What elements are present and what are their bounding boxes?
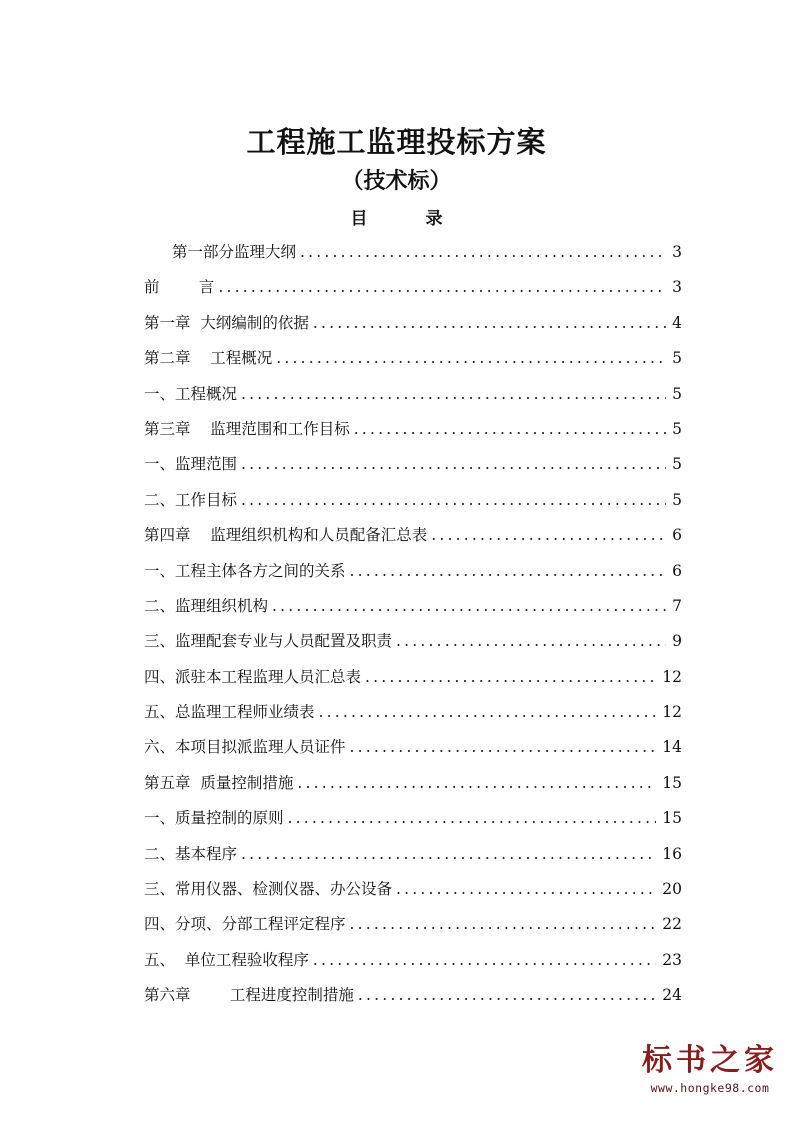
toc-leader-dots bbox=[241, 452, 666, 476]
toc-entry-label: 一、监理范围 bbox=[144, 455, 238, 474]
toc-entry[interactable] bbox=[144, 771, 682, 806]
toc-leader-dots bbox=[241, 488, 666, 512]
toc-entry-page: 22 bbox=[662, 915, 682, 934]
toc-leader-dots bbox=[297, 771, 656, 795]
toc-entry[interactable] bbox=[144, 912, 682, 947]
toc-entry[interactable] bbox=[144, 488, 682, 523]
toc-entry-page: 6 bbox=[672, 561, 682, 580]
toc-entry-label: 六、本项目拟派监理人员证件 bbox=[144, 738, 346, 757]
toc-entry[interactable] bbox=[144, 735, 682, 770]
toc-entry-page: 14 bbox=[662, 738, 682, 757]
toc-entry-label: 第二章 工程概况 bbox=[144, 349, 273, 368]
toc-entry[interactable] bbox=[144, 311, 682, 346]
toc-leader-dots bbox=[350, 912, 657, 936]
toc-entry[interactable] bbox=[144, 594, 682, 629]
toc-leader-dots bbox=[300, 240, 666, 264]
toc-entry-page: 9 bbox=[672, 632, 682, 651]
toc-entry-label: 五、 单位工程验收程序 bbox=[144, 950, 309, 969]
toc-entry[interactable] bbox=[144, 877, 682, 912]
toc-entry-label: 一、工程主体各方之间的关系 bbox=[144, 561, 346, 580]
toc-entry-label: 三、常用仪器、检测仪器、办公设备 bbox=[144, 880, 393, 899]
toc-entry-page: 6 bbox=[672, 526, 682, 545]
toc-leader-dots bbox=[431, 523, 666, 547]
toc-entry[interactable] bbox=[144, 842, 682, 877]
toc-entry-page: 5 bbox=[672, 349, 682, 368]
toc-entry-label: 一、质量控制的原则 bbox=[144, 809, 284, 828]
toc-entry[interactable] bbox=[144, 523, 682, 558]
watermark bbox=[635, 1042, 785, 1114]
toc-entry-page: 23 bbox=[662, 950, 682, 969]
toc-entry[interactable] bbox=[144, 275, 682, 310]
toc-entry-label: 二、监理组织机构 bbox=[144, 596, 269, 615]
toc-leader-dots bbox=[354, 417, 666, 441]
toc-entry-page: 24 bbox=[662, 986, 682, 1005]
toc-entry[interactable] bbox=[144, 382, 682, 417]
toc-entry-label: 第一章 大纲编制的依据 bbox=[144, 313, 309, 332]
toc-entry-label: 前 言 bbox=[144, 278, 215, 297]
toc-leader-dots bbox=[313, 311, 666, 335]
toc-leader-dots bbox=[365, 665, 656, 689]
toc-entry-page: 5 bbox=[672, 384, 682, 403]
toc-leader-dots bbox=[288, 806, 657, 830]
toc-leader-dots bbox=[272, 594, 666, 618]
toc-entry-page: 5 bbox=[672, 490, 682, 509]
toc-heading-right: 录 bbox=[425, 209, 443, 229]
toc-heading-left: 目 bbox=[350, 209, 368, 229]
toc-entry-page: 4 bbox=[672, 313, 682, 332]
toc-leader-dots bbox=[350, 735, 657, 759]
toc-entry-label: 第四章 监理组织机构和人员配备汇总表 bbox=[144, 526, 428, 545]
toc-entry-label: 第六章 工程进度控制措施 bbox=[144, 986, 354, 1005]
toc-entry[interactable] bbox=[144, 452, 682, 487]
toc-entry[interactable] bbox=[144, 346, 682, 381]
toc-entry-label: 第三章 监理范围和工作目标 bbox=[144, 419, 350, 438]
toc-entry[interactable] bbox=[144, 665, 682, 700]
toc-entry-page: 20 bbox=[662, 880, 682, 899]
toc-leader-dots bbox=[350, 559, 666, 583]
toc-entry-page: 12 bbox=[662, 703, 682, 722]
toc-entry-page: 16 bbox=[662, 844, 682, 863]
toc-leader-dots bbox=[276, 346, 666, 370]
toc-leader-dots bbox=[396, 629, 666, 653]
toc-entry[interactable] bbox=[144, 983, 682, 1018]
toc-entry-page: 12 bbox=[662, 667, 682, 686]
toc-entry-label: 四、派驻本工程监理人员汇总表 bbox=[144, 667, 362, 686]
document-title: 工程施工监理投标方案 bbox=[246, 125, 547, 159]
toc-entry-page: 5 bbox=[672, 455, 682, 474]
toc-entry-label: 第五章 质量控制措施 bbox=[144, 773, 294, 792]
toc-entry[interactable] bbox=[144, 417, 682, 452]
toc-entry-page: 15 bbox=[662, 809, 682, 828]
toc-entry-label: 五、总监理工程师业绩表 bbox=[144, 703, 315, 722]
toc-leader-dots bbox=[218, 275, 666, 299]
toc-leader-dots bbox=[313, 948, 656, 972]
toc-entry-label: 三、监理配套专业与人员配置及职责 bbox=[144, 632, 393, 651]
toc-entry[interactable] bbox=[144, 700, 682, 735]
toc-heading bbox=[0, 204, 793, 229]
watermark-logo: 标书之家 bbox=[642, 1043, 778, 1078]
toc-entry-page: 3 bbox=[672, 243, 682, 261]
toc-leader-dots bbox=[241, 842, 656, 866]
toc-entry-label: 四、分项、分部工程评定程序 bbox=[144, 915, 346, 934]
toc-entry-label: 一、工程概况 bbox=[144, 384, 238, 403]
table-of-contents bbox=[144, 240, 682, 1019]
toc-entry[interactable] bbox=[144, 806, 682, 841]
watermark-url: www.hongke98.com bbox=[650, 1081, 770, 1095]
toc-entry[interactable] bbox=[144, 240, 682, 275]
toc-leader-dots bbox=[358, 983, 656, 1007]
toc-entry-label: 第一部分监理大纲 bbox=[172, 243, 297, 261]
toc-leader-dots bbox=[319, 700, 657, 724]
toc-entry[interactable] bbox=[144, 559, 682, 594]
document-subtitle: （技术标） bbox=[341, 168, 452, 194]
toc-entry-page: 3 bbox=[672, 278, 682, 297]
toc-leader-dots bbox=[241, 382, 666, 406]
toc-entry-label: 二、基本程序 bbox=[144, 844, 238, 863]
toc-entry[interactable] bbox=[144, 948, 682, 983]
toc-leader-dots bbox=[396, 877, 656, 901]
toc-entry[interactable] bbox=[144, 629, 682, 664]
toc-entry-page: 7 bbox=[672, 596, 682, 615]
toc-entry-page: 15 bbox=[662, 773, 682, 792]
toc-entry-page: 5 bbox=[672, 419, 682, 438]
toc-entry-label: 二、工作目标 bbox=[144, 490, 238, 509]
